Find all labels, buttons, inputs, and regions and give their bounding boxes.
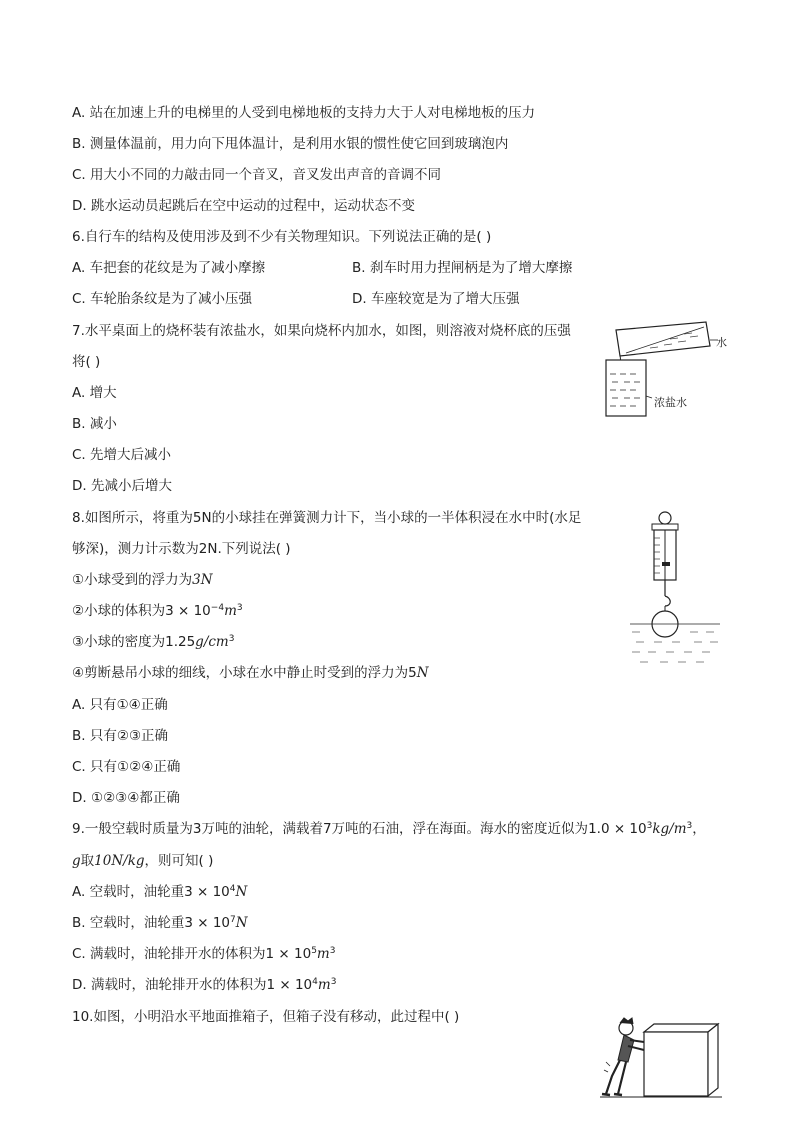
q8-option-b: B. 只有②③正确 xyxy=(72,728,169,744)
q10-figure xyxy=(598,1012,724,1100)
q8-option-a: A. 只有①④正确 xyxy=(72,697,168,713)
brine-label: 浓盐水 xyxy=(654,396,687,409)
q9-option-a: A. 空载时，油轮重$3 \times 10^4N$ xyxy=(72,884,248,900)
q7-figure xyxy=(600,318,727,422)
q7-stem-line2: 将( ) xyxy=(72,354,101,370)
q7-option-a: A. 增大 xyxy=(72,385,117,401)
q5-option-b: B. 测量体温前，用力向下甩体温计，是利用水银的惯性使它回到玻璃泡内 xyxy=(72,136,509,152)
q6-option-d: D. 车座较宽是为了增大压强 xyxy=(352,291,520,307)
q8-item-2: ②小球的体积为$3 \times 10^{-4}m^3$ xyxy=(72,603,243,619)
q6-stem: 6.自行车的结构及使用涉及到不少有关物理知识。下列说法正确的是( ) xyxy=(72,229,492,245)
q9-option-d: D. 满载时，油轮排开水的体积为$1 \times 10^4m^3$ xyxy=(72,977,337,993)
q7-stem-line1: 7.水平桌面上的烧杯装有浓盐水，如果向烧杯内加水，如图，则溶液对烧杯底的压强 xyxy=(72,323,571,339)
q9-stem-line2: g取10N/kg，则可知( ) xyxy=(72,853,214,869)
q8-option-c: C. 只有①②④正确 xyxy=(72,759,181,775)
q8-stem-line1: 8.如图所示，将重为5N的小球挂在弹簧测力计下，当小球的一半体积浸在水中时(水足 xyxy=(72,510,582,526)
q8-item-4: ④剪断悬吊小球的细线，小球在水中静止时受到的浮力为5N xyxy=(72,665,429,681)
q5-option-d: D. 跳水运动员起跳后在空中运动的过程中，运动状态不变 xyxy=(72,198,415,214)
q7-option-b: B. 减小 xyxy=(72,416,117,432)
spring-scale-figure xyxy=(620,510,730,670)
q6-option-c: C. 车轮胎条纹是为了减小压强 xyxy=(72,291,253,307)
q6-option-a: A. 车把套的花纹是为了减小摩擦 xyxy=(72,260,266,276)
q9-option-b: B. 空载时，油轮重$3 \times 10^7N$ xyxy=(72,915,248,931)
q7-option-d: D. 先减小后增大 xyxy=(72,478,172,494)
q5-option-c: C. 用大小不同的力敲击同一个音叉，音叉发出声音的音调不同 xyxy=(72,167,442,183)
q8-item-3: ③小球的密度为$1.25g/cm^3$ xyxy=(72,634,235,650)
q8-item-1: ①小球受到的浮力为3N xyxy=(72,572,213,588)
boy-pushing-box-figure xyxy=(598,1012,724,1100)
q9-stem-line1: 9.一般空载时质量为3万吨的油轮，满载着7万吨的石油，浮在海面。海水的密度近似为$1.0 \times 10^3kg/m^3$， xyxy=(72,821,706,837)
q7-option-c: C. 先增大后减小 xyxy=(72,447,172,463)
q9-option-c: C. 满载时，油轮排开水的体积为$1 \times 10^5m^3$ xyxy=(72,946,336,962)
water-label: 水 xyxy=(716,336,727,349)
q8-option-d: D. ①②③④都正确 xyxy=(72,790,180,806)
q5-option-a: A. 站在加速上升的电梯里的人受到电梯地板的支持力大于人对电梯地板的压力 xyxy=(72,105,536,121)
q6-option-b: B. 刹车时用力捏闸柄是为了增大摩擦 xyxy=(352,260,573,276)
q8-figure xyxy=(620,510,730,670)
q10-stem: 10.如图，小明沿水平地面推箱子，但箱子没有移动，此过程中( ) xyxy=(72,1009,460,1025)
q8-stem-line2: 够深)，测力计示数为2N.下列说法( ) xyxy=(72,541,291,557)
